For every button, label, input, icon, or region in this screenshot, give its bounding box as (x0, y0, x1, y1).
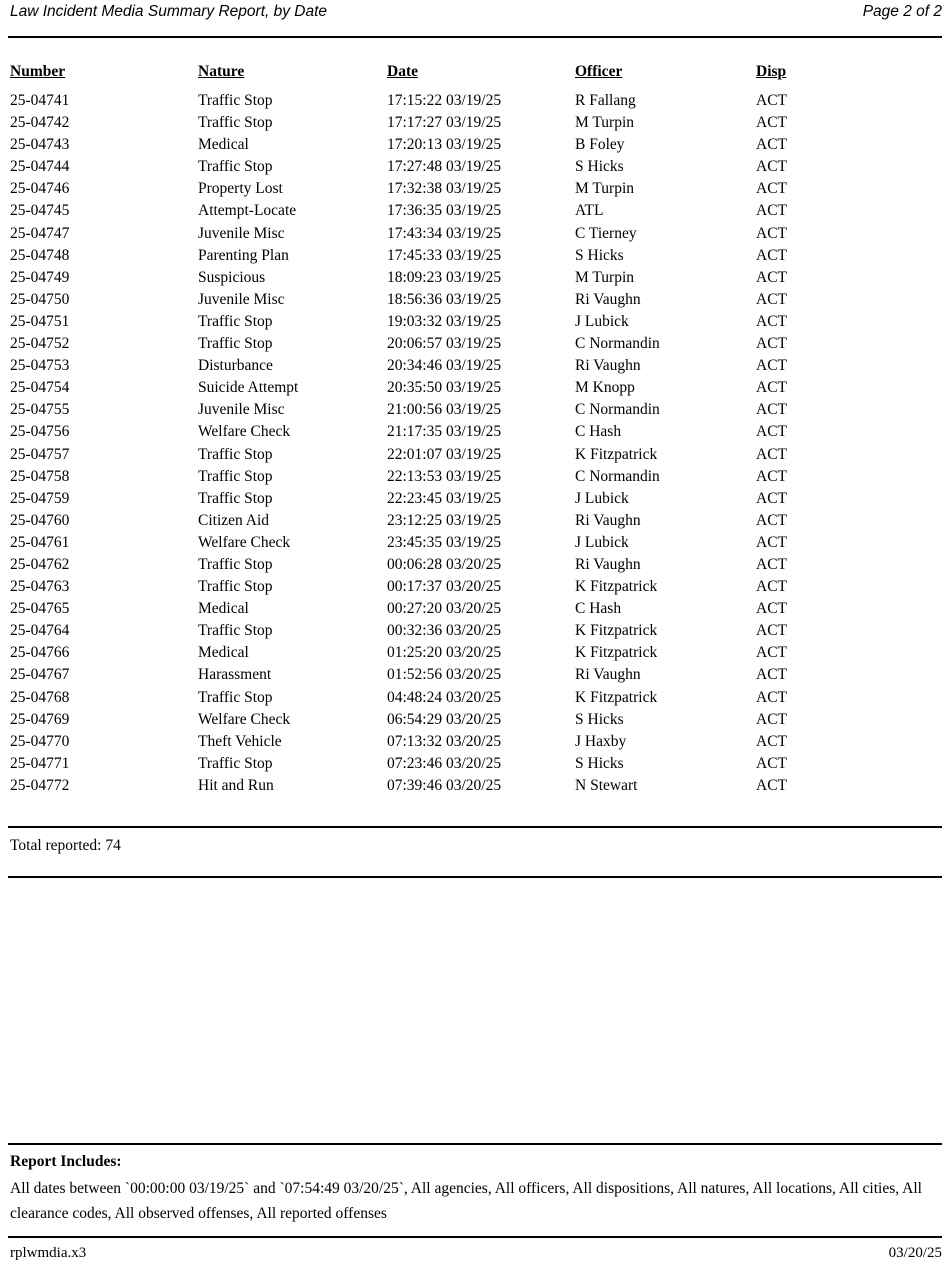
cell-disp: ACT (756, 290, 787, 308)
cell-date: 17:43:34 03/19/25 (387, 224, 502, 242)
cell-date: 22:13:53 03/19/25 (387, 467, 502, 485)
cell-nature: Welfare Check (198, 533, 291, 551)
cell-nature: Medical (198, 136, 249, 154)
cell-officer: N Stewart (575, 776, 638, 794)
cell-officer: B Foley (575, 136, 625, 154)
column-header-date: Date (387, 63, 418, 80)
cell-disp: ACT (756, 445, 787, 463)
cell-nature: Traffic Stop (198, 489, 273, 507)
cell-date: 23:45:35 03/19/25 (387, 533, 502, 551)
cell-nature: Welfare Check (198, 710, 291, 728)
cell-date: 17:20:13 03/19/25 (387, 136, 502, 154)
cell-disp: ACT (756, 600, 787, 618)
cell-date: 00:17:37 03/20/25 (387, 578, 502, 596)
cell-number: 25-04770 (10, 732, 70, 750)
cell-officer: C Normandin (575, 467, 660, 485)
cell-nature: Traffic Stop (198, 312, 273, 330)
cell-nature: Juvenile Misc (198, 224, 285, 242)
table-row (10, 554, 942, 576)
cell-officer: J Lubick (575, 489, 629, 507)
header-rule (8, 36, 942, 38)
column-header-officer: Officer (575, 63, 623, 80)
cell-officer: K Fitzpatrick (575, 688, 658, 706)
table-row (10, 134, 942, 156)
table-row (10, 267, 942, 289)
cell-disp: ACT (756, 732, 787, 750)
total-reported-label: Total reported: (10, 837, 106, 854)
cell-officer: R Fallang (575, 92, 636, 109)
cell-number: 25-04769 (10, 710, 70, 728)
cell-date: 00:27:20 03/20/25 (387, 600, 502, 618)
cell-officer: K Fitzpatrick (575, 644, 658, 662)
incident-table-container (10, 63, 942, 797)
cell-number: 25-04751 (10, 312, 70, 330)
cell-number: 25-04766 (10, 644, 70, 662)
cell-date: 19:03:32 03/19/25 (387, 312, 502, 330)
table-row (10, 598, 942, 620)
column-header-nature: Nature (198, 63, 245, 80)
table-header-row (10, 63, 942, 90)
cell-nature: Traffic Stop (198, 467, 273, 485)
cell-officer: C Tierney (575, 224, 637, 242)
cell-disp: ACT (756, 114, 787, 132)
cell-disp: ACT (756, 622, 787, 640)
cell-officer: C Normandin (575, 401, 660, 419)
cell-nature: Welfare Check (198, 423, 291, 441)
table-row (10, 289, 942, 311)
cell-disp: ACT (756, 224, 787, 242)
cell-disp: ACT (756, 357, 787, 375)
cell-date: 07:39:46 03/20/25 (387, 776, 502, 794)
cell-disp: ACT (756, 335, 787, 353)
cell-officer: ATL (575, 202, 604, 220)
cell-disp: ACT (756, 710, 787, 728)
cell-date: 20:35:50 03/19/25 (387, 379, 502, 397)
cell-nature: Traffic Stop (198, 92, 273, 109)
cell-number: 25-04763 (10, 578, 70, 596)
cell-disp: ACT (756, 401, 787, 419)
cell-number: 25-04762 (10, 555, 70, 573)
table-row (10, 753, 942, 775)
cell-nature: Medical (198, 600, 249, 618)
table-row (10, 399, 942, 421)
cell-number: 25-04746 (10, 180, 70, 198)
cell-disp: ACT (756, 158, 787, 176)
cell-number: 25-04749 (10, 268, 70, 286)
total-section-bottom-rule (8, 876, 942, 878)
cell-disp: ACT (756, 489, 787, 507)
table-row (10, 377, 942, 399)
cell-officer: S Hicks (575, 754, 624, 772)
cell-officer: S Hicks (575, 710, 624, 728)
cell-officer: K Fitzpatrick (575, 622, 658, 640)
cell-date: 17:36:35 03/19/25 (387, 202, 502, 220)
footer-date: 03/20/25 (888, 1245, 942, 1261)
cell-officer: C Normandin (575, 335, 660, 353)
cell-disp: ACT (756, 202, 787, 220)
cell-disp: ACT (756, 776, 787, 794)
incident-table (10, 63, 942, 797)
cell-officer: S Hicks (575, 158, 624, 176)
cell-date: 23:12:25 03/19/25 (387, 511, 502, 529)
cell-officer: J Lubick (575, 312, 629, 330)
cell-officer: Ri Vaughn (575, 357, 641, 375)
table-row (10, 156, 942, 178)
cell-officer: S Hicks (575, 246, 624, 264)
cell-date: 07:13:32 03/20/25 (387, 732, 502, 750)
cell-number: 25-04759 (10, 489, 70, 507)
page-header (10, 3, 942, 21)
cell-disp: ACT (756, 555, 787, 573)
cell-nature: Traffic Stop (198, 688, 273, 706)
cell-disp: ACT (756, 92, 787, 109)
cell-number: 25-04761 (10, 533, 70, 551)
table-row (10, 709, 942, 731)
cell-nature: Traffic Stop (198, 445, 273, 463)
cell-nature: Traffic Stop (198, 555, 273, 573)
cell-disp: ACT (756, 246, 787, 264)
cell-nature: Traffic Stop (198, 114, 273, 132)
table-row (10, 333, 942, 355)
report-includes-heading: Report Includes: (10, 1153, 122, 1170)
cell-number: 25-04745 (10, 202, 70, 220)
cell-number: 25-04742 (10, 114, 70, 132)
cell-date: 18:56:36 03/19/25 (387, 290, 502, 308)
cell-date: 17:32:38 03/19/25 (387, 180, 502, 198)
cell-disp: ACT (756, 379, 787, 397)
cell-disp: ACT (756, 666, 787, 684)
cell-date: 17:15:22 03/19/25 (387, 92, 502, 109)
cell-number: 25-04748 (10, 246, 70, 264)
cell-disp: ACT (756, 644, 787, 662)
cell-disp: ACT (756, 511, 787, 529)
cell-officer: C Hash (575, 423, 622, 441)
table-row (10, 664, 942, 686)
cell-date: 01:25:20 03/20/25 (387, 644, 502, 662)
cell-number: 25-04768 (10, 688, 70, 706)
cell-nature: Suspicious (198, 268, 266, 286)
cell-number: 25-04743 (10, 136, 70, 154)
table-row (10, 775, 942, 797)
cell-nature: Juvenile Misc (198, 401, 285, 419)
cell-nature: Traffic Stop (198, 158, 273, 176)
cell-number: 25-04771 (10, 754, 70, 772)
report-includes-body: All dates between `00:00:00 03/19/25` and `07:54:49 03/20/25`, All agencies, All officers, All dispositions, All natures, All locations, All cities, All clearance codes, All observed offenses, All reported offenses (10, 1180, 922, 1222)
cell-number: 25-04764 (10, 622, 70, 640)
cell-date: 21:00:56 03/19/25 (387, 401, 502, 419)
table-row (10, 620, 942, 642)
cell-officer: M Knopp (575, 379, 635, 397)
cell-number: 25-04747 (10, 224, 70, 242)
table-row (10, 421, 942, 443)
page-indicator: Page 2 of 2 (862, 3, 942, 20)
cell-officer: K Fitzpatrick (575, 445, 658, 463)
cell-officer: Ri Vaughn (575, 666, 641, 684)
cell-date: 18:09:23 03/19/25 (387, 268, 502, 286)
cell-nature: Theft Vehicle (198, 732, 282, 750)
table-row (10, 311, 942, 333)
cell-number: 25-04744 (10, 158, 70, 176)
cell-nature: Property Lost (198, 180, 283, 198)
cell-disp: ACT (756, 578, 787, 596)
cell-date: 20:34:46 03/19/25 (387, 357, 502, 375)
table-row (10, 488, 942, 510)
report-title: Law Incident Media Summary Report, by Date (10, 3, 328, 20)
table-row (10, 642, 942, 664)
cell-date: 06:54:29 03/20/25 (387, 710, 502, 728)
cell-nature: Traffic Stop (198, 335, 273, 353)
cell-disp: ACT (756, 533, 787, 551)
cell-date: 04:48:24 03/20/25 (387, 688, 502, 706)
cell-date: 00:06:28 03/20/25 (387, 555, 502, 573)
column-header-number: Number (10, 63, 66, 80)
cell-number: 25-04757 (10, 445, 70, 463)
table-row (10, 444, 942, 466)
cell-nature: Parenting Plan (198, 246, 289, 264)
cell-number: 25-04750 (10, 290, 70, 308)
cell-officer: C Hash (575, 600, 622, 618)
table-row (10, 731, 942, 753)
total-reported-line (10, 837, 121, 855)
cell-officer: Ri Vaughn (575, 290, 641, 308)
cell-number: 25-04772 (10, 776, 70, 794)
table-row (10, 245, 942, 267)
column-header-disp: Disp (756, 63, 787, 80)
cell-number: 25-04760 (10, 511, 70, 529)
table-row (10, 532, 942, 554)
cell-number: 25-04758 (10, 467, 70, 485)
cell-disp: ACT (756, 268, 787, 286)
cell-date: 22:01:07 03/19/25 (387, 445, 502, 463)
cell-officer: Ri Vaughn (575, 555, 641, 573)
cell-number: 25-04767 (10, 666, 70, 684)
cell-nature: Disturbance (198, 357, 273, 375)
cell-disp: ACT (756, 180, 787, 198)
cell-officer: J Haxby (575, 732, 627, 750)
cell-nature: Suicide Attempt (198, 379, 299, 397)
cell-disp: ACT (756, 688, 787, 706)
cell-disp: ACT (756, 312, 787, 330)
cell-date: 21:17:35 03/19/25 (387, 423, 502, 441)
cell-officer: Ri Vaughn (575, 511, 641, 529)
table-row (10, 223, 942, 245)
table-row (10, 112, 942, 134)
cell-officer: K Fitzpatrick (575, 578, 658, 596)
table-row (10, 355, 942, 377)
table-row (10, 90, 942, 112)
cell-date: 01:52:56 03/20/25 (387, 666, 502, 684)
cell-number: 25-04752 (10, 335, 70, 353)
cell-number: 25-04754 (10, 379, 70, 397)
cell-number: 25-04755 (10, 401, 70, 419)
footer-rule (8, 1236, 942, 1238)
cell-date: 07:23:46 03/20/25 (387, 754, 502, 772)
cell-nature: Attempt-Locate (198, 202, 297, 220)
cell-nature: Harassment (198, 666, 272, 684)
table-row (10, 178, 942, 200)
cell-nature: Traffic Stop (198, 754, 273, 772)
table-row (10, 510, 942, 532)
cell-nature: Juvenile Misc (198, 290, 285, 308)
cell-date: 22:23:45 03/19/25 (387, 489, 502, 507)
cell-officer: M Turpin (575, 114, 635, 132)
cell-number: 25-04765 (10, 600, 70, 618)
cell-officer: J Lubick (575, 533, 629, 551)
table-row (10, 687, 942, 709)
cell-date: 17:17:27 03/19/25 (387, 114, 502, 132)
page-footer (10, 1245, 942, 1262)
cell-number: 25-04753 (10, 357, 70, 375)
cell-number: 25-04741 (10, 92, 70, 109)
cell-disp: ACT (756, 467, 787, 485)
table-row (10, 466, 942, 488)
cell-officer: M Turpin (575, 180, 635, 198)
cell-nature: Citizen Aid (198, 511, 270, 529)
cell-nature: Hit and Run (198, 776, 274, 794)
report-includes-top-rule (8, 1143, 942, 1145)
cell-nature: Traffic Stop (198, 622, 273, 640)
cell-disp: ACT (756, 754, 787, 772)
cell-date: 17:27:48 03/19/25 (387, 158, 502, 176)
total-reported-value: 74 (105, 837, 121, 854)
total-section-top-rule (8, 826, 942, 828)
footer-report-id: rplwmdia.x3 (10, 1245, 87, 1261)
cell-date: 17:45:33 03/19/25 (387, 246, 502, 264)
cell-officer: M Turpin (575, 268, 635, 286)
table-row (10, 576, 942, 598)
cell-date: 20:06:57 03/19/25 (387, 335, 502, 353)
cell-disp: ACT (756, 136, 787, 154)
cell-disp: ACT (756, 423, 787, 441)
table-row (10, 200, 942, 222)
cell-nature: Traffic Stop (198, 578, 273, 596)
cell-number: 25-04756 (10, 423, 70, 441)
cell-date: 00:32:36 03/20/25 (387, 622, 502, 640)
cell-nature: Medical (198, 644, 249, 662)
